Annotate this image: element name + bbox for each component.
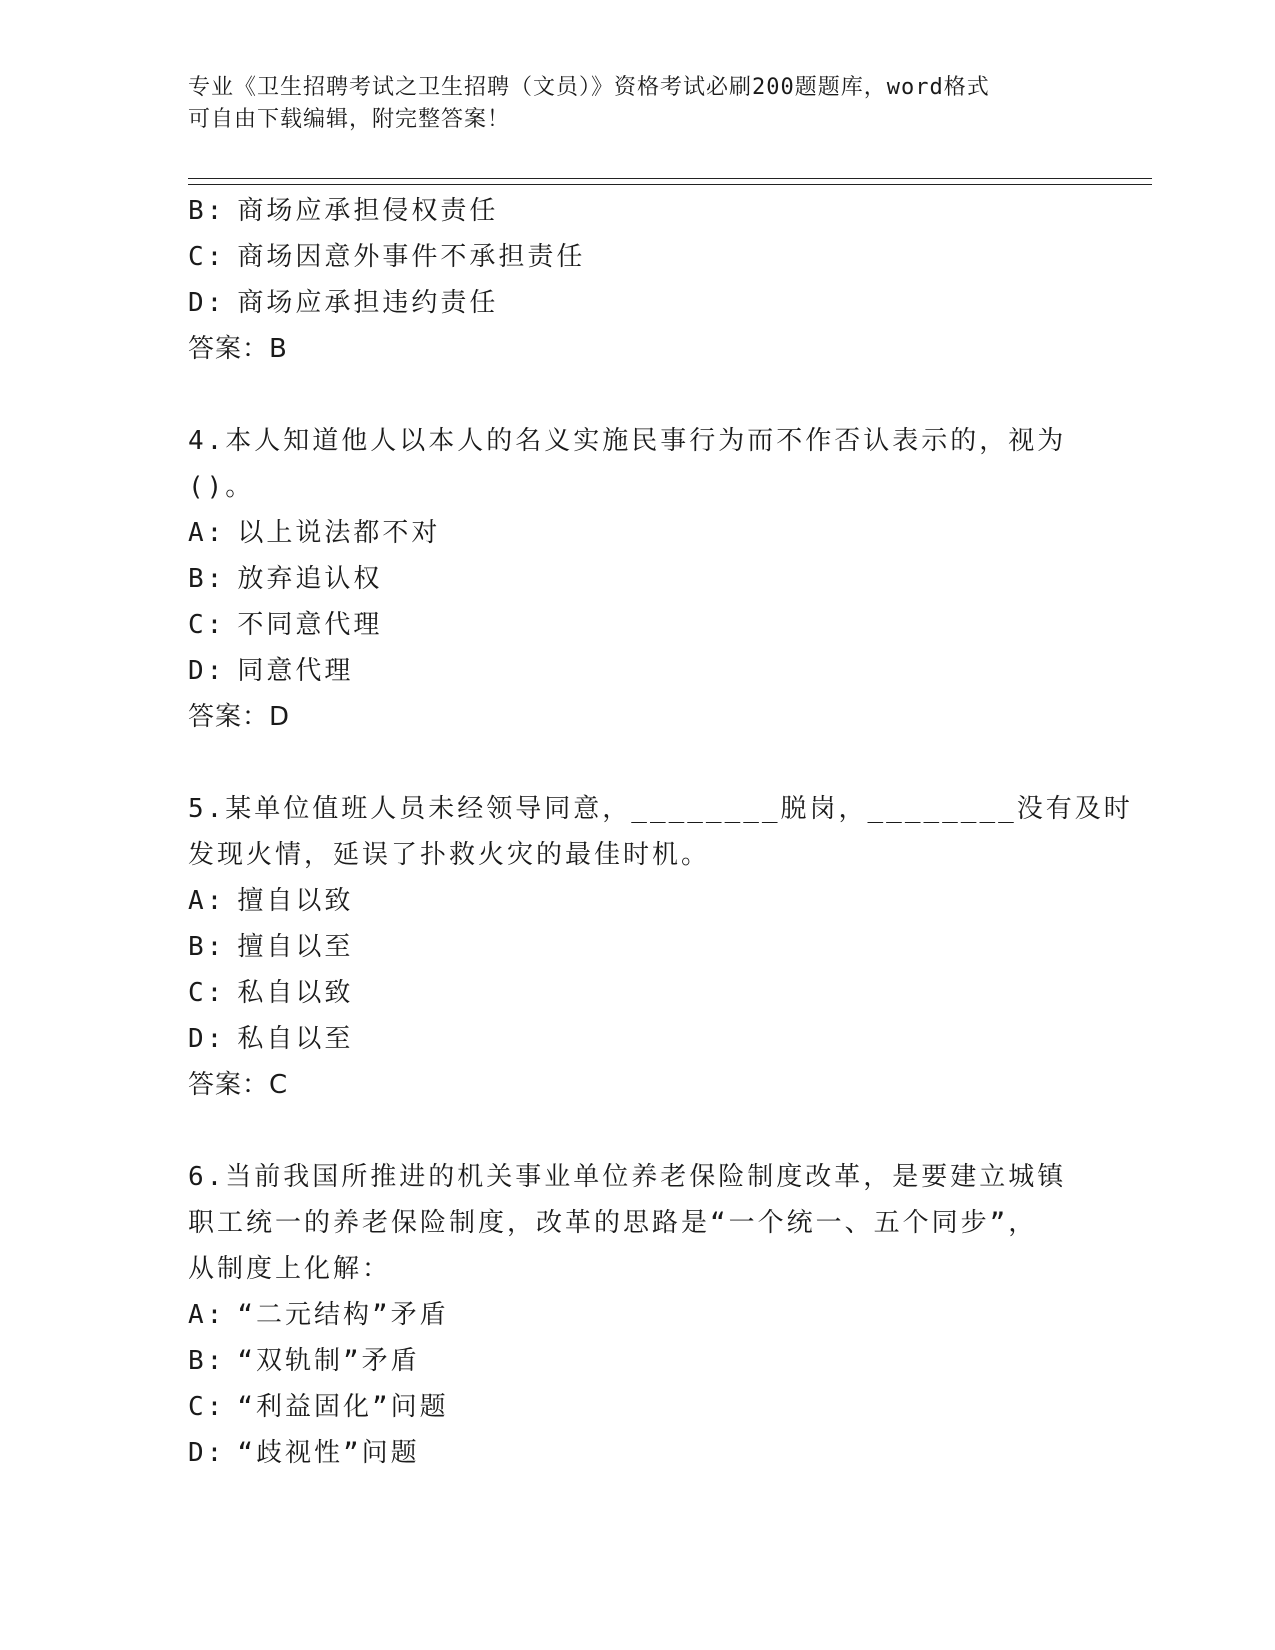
option-a: [188, 510, 1068, 556]
option-text: 以上说法都不对: [237, 518, 441, 548]
question-text-line: 4.本人知道他人以本人的名义实施民事行为而不作否认表示的，视为: [188, 426, 1067, 456]
answer-label: 答案：: [188, 1070, 270, 1100]
option-key: A:: [188, 518, 226, 548]
option-b: [188, 924, 1068, 970]
option-b: [188, 1338, 1068, 1384]
option-text: 不同意代理: [237, 610, 383, 640]
option-text: 擅自以至: [237, 932, 354, 962]
option-key: A:: [188, 886, 226, 916]
option-a: [188, 878, 1068, 924]
option-key: A:: [188, 1300, 226, 1330]
option-text: 私自以致: [237, 978, 354, 1008]
question-text-line: 5.某单位值班人员未经领导同意，________脱岗，________没有及时: [188, 794, 1133, 824]
option-b: [188, 556, 1068, 602]
spacer: [188, 372, 1068, 418]
option-key: B:: [188, 932, 226, 962]
option-b: [188, 188, 1068, 234]
option-key: C:: [188, 1392, 226, 1422]
answer-value: C: [269, 1070, 289, 1100]
option-key: B:: [188, 1346, 226, 1376]
option-text: 私自以至: [237, 1024, 354, 1054]
option-key: C:: [188, 610, 226, 640]
answer-value: B: [269, 334, 288, 364]
question-block-4: [188, 418, 1068, 740]
option-text: “二元结构”矛盾: [237, 1300, 449, 1330]
option-text: 放弃追认权: [237, 564, 383, 594]
option-key: B:: [188, 564, 226, 594]
option-key: D:: [188, 288, 226, 318]
option-text: “歧视性”问题: [237, 1438, 420, 1468]
answer-line: [188, 1062, 1068, 1108]
question-text-line: ()。: [188, 472, 255, 502]
option-d: [188, 1016, 1068, 1062]
spacer: [188, 740, 1068, 786]
option-text: 擅自以致: [237, 886, 354, 916]
header-line-1: 专业《卫生招聘考试之卫生招聘（文员）》资格考试必刷200题题库，word格式: [188, 75, 990, 100]
question-content: [188, 188, 1133, 1476]
answer-line: [188, 326, 1068, 372]
option-c: [188, 234, 1068, 280]
question-text-line: 6.当前我国所推进的机关事业单位养老保险制度改革，是要建立城镇: [188, 1162, 1067, 1192]
answer-label: 答案：: [188, 334, 270, 364]
option-key: C:: [188, 978, 226, 1008]
document-header: [188, 72, 1068, 136]
option-text: 商场应承担侵权责任: [237, 196, 499, 226]
option-key: C:: [188, 242, 226, 272]
answer-line: [188, 694, 1068, 740]
answer-value: D: [269, 702, 291, 732]
question-block-6: [188, 1154, 1068, 1476]
answer-label: 答案：: [188, 702, 270, 732]
option-key: D:: [188, 1438, 226, 1468]
option-key: D:: [188, 656, 226, 686]
option-c: [188, 602, 1068, 648]
header-line-2: 可自由下载编辑，附完整答案！: [188, 107, 511, 132]
question-block-5: [188, 786, 1133, 1108]
option-text: “双轨制”矛盾: [237, 1346, 420, 1376]
question-text-line: 从制度上化解：: [188, 1254, 392, 1284]
option-text: “利益固化”问题: [237, 1392, 449, 1422]
option-d: [188, 648, 1068, 694]
header-divider-bottom: [188, 184, 1152, 185]
option-key: D:: [188, 1024, 226, 1054]
spacer: [188, 1108, 1068, 1154]
option-d: [188, 280, 1068, 326]
option-c: [188, 970, 1068, 1016]
option-a: [188, 1292, 1068, 1338]
question-block-3: [188, 188, 1068, 372]
option-text: 同意代理: [237, 656, 354, 686]
option-text: 商场因意外事件不承担责任: [237, 242, 586, 272]
option-c: [188, 1384, 1068, 1430]
option-d: [188, 1430, 1068, 1476]
question-text-line: 发现火情，延误了扑救火灾的最佳时机。: [188, 840, 711, 870]
header-divider-top: [188, 178, 1152, 179]
option-key: B:: [188, 196, 226, 226]
question-text-line: 职工统一的养老保险制度，改革的思路是“一个统一、五个同步”，: [188, 1208, 1038, 1238]
option-text: 商场应承担违约责任: [237, 288, 499, 318]
